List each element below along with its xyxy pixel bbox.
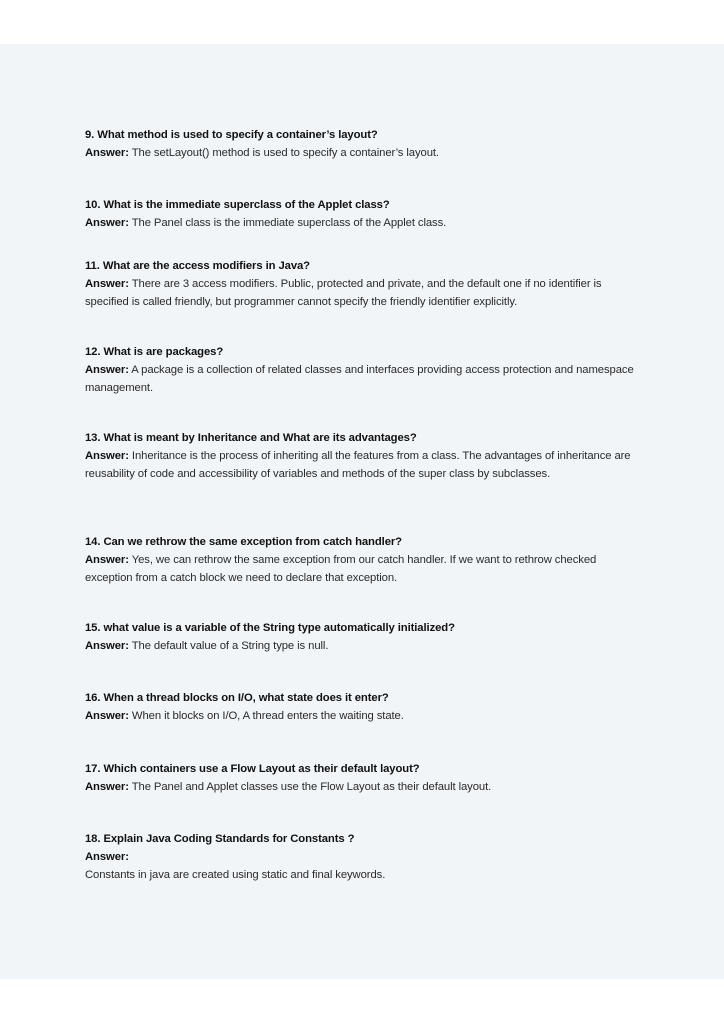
qa-item-17 [85,761,645,797]
answer-label: Answer: [85,216,129,229]
question: 9. What method is used to specify a container’s layout? [85,129,378,141]
qa-item-18 [85,831,645,884]
answer-label: Answer: [85,146,129,159]
qa-item-12 [85,344,645,397]
answer-label: Answer: [85,277,129,290]
question: 13. What is meant by Inheritance and What are its advantages? [85,432,417,444]
answer [85,145,645,163]
question: 14. Can we rethrow the same exception from catch handler? [85,536,402,548]
answer-text: Inheritance is the process of inheriting all the features from a class. The advantages of inheritance are reusability of code and accessibility of variables and methods of the super class by subclasses. [85,449,631,480]
qa-item-14 [85,534,645,587]
answer [85,849,645,867]
question: 16. When a thread blocks on I/O, what state does it enter? [85,692,389,704]
question: 12. What is are packages? [85,346,224,358]
answer-text: The default value of a String type is null. [131,639,329,652]
answer [85,638,645,656]
answer-text: The setLayout() method is used to specify a container’s layout. [131,146,439,159]
answer [85,779,645,797]
question: 10. What is the immediate superclass of the Applet class? [85,199,390,211]
document-page [0,44,724,979]
answer-label: Answer: [85,363,129,376]
question: 18. Explain Java Coding Standards for Constants ? [85,833,355,845]
qa-item-13 [85,430,645,483]
answer [85,362,645,398]
qa-item-11 [85,258,645,311]
answer-label: Answer: [85,553,129,566]
answer-text: Constants in java are created using static and final keywords. [85,868,386,881]
qa-item-16 [85,690,645,726]
answer-label: Answer: [85,709,129,722]
question: 15. what value is a variable of the String type automatically initialized? [85,622,455,634]
answer-label: Answer: [85,780,129,793]
answer-text: There are 3 access modifiers. Public, protected and private, and the default one if no identifier is specified is called friendly, but programmer cannot specify the friendly identifier explicitly. [85,277,602,308]
answer-text: A package is a collection of related classes and interfaces providing access protection and namespace management. [85,363,634,394]
answer-text: Yes, we can rethrow the same exception from our catch handler. If we want to rethrow checked exception from a catch block we need to declare that exception. [85,553,597,584]
answer [85,552,645,588]
qa-item-15 [85,620,645,656]
answer-text: The Panel and Applet classes use the Flow Layout as their default layout. [131,780,492,793]
answer-label: Answer: [85,449,129,462]
qa-item-9 [85,127,645,163]
question: 17. Which containers use a Flow Layout as their default layout? [85,763,420,775]
question: 11. What are the access modifiers in Java? [85,260,310,272]
answer-label: Answer: [85,639,129,652]
answer [85,276,645,312]
answer [85,708,645,726]
answer [85,215,645,233]
answer-text: When it blocks on I/O, A thread enters the waiting state. [131,709,404,722]
answer-label: Answer: [85,850,129,863]
qa-item-10 [85,197,645,233]
answer-text: The Panel class is the immediate superclass of the Applet class. [131,216,447,229]
answer [85,448,645,484]
